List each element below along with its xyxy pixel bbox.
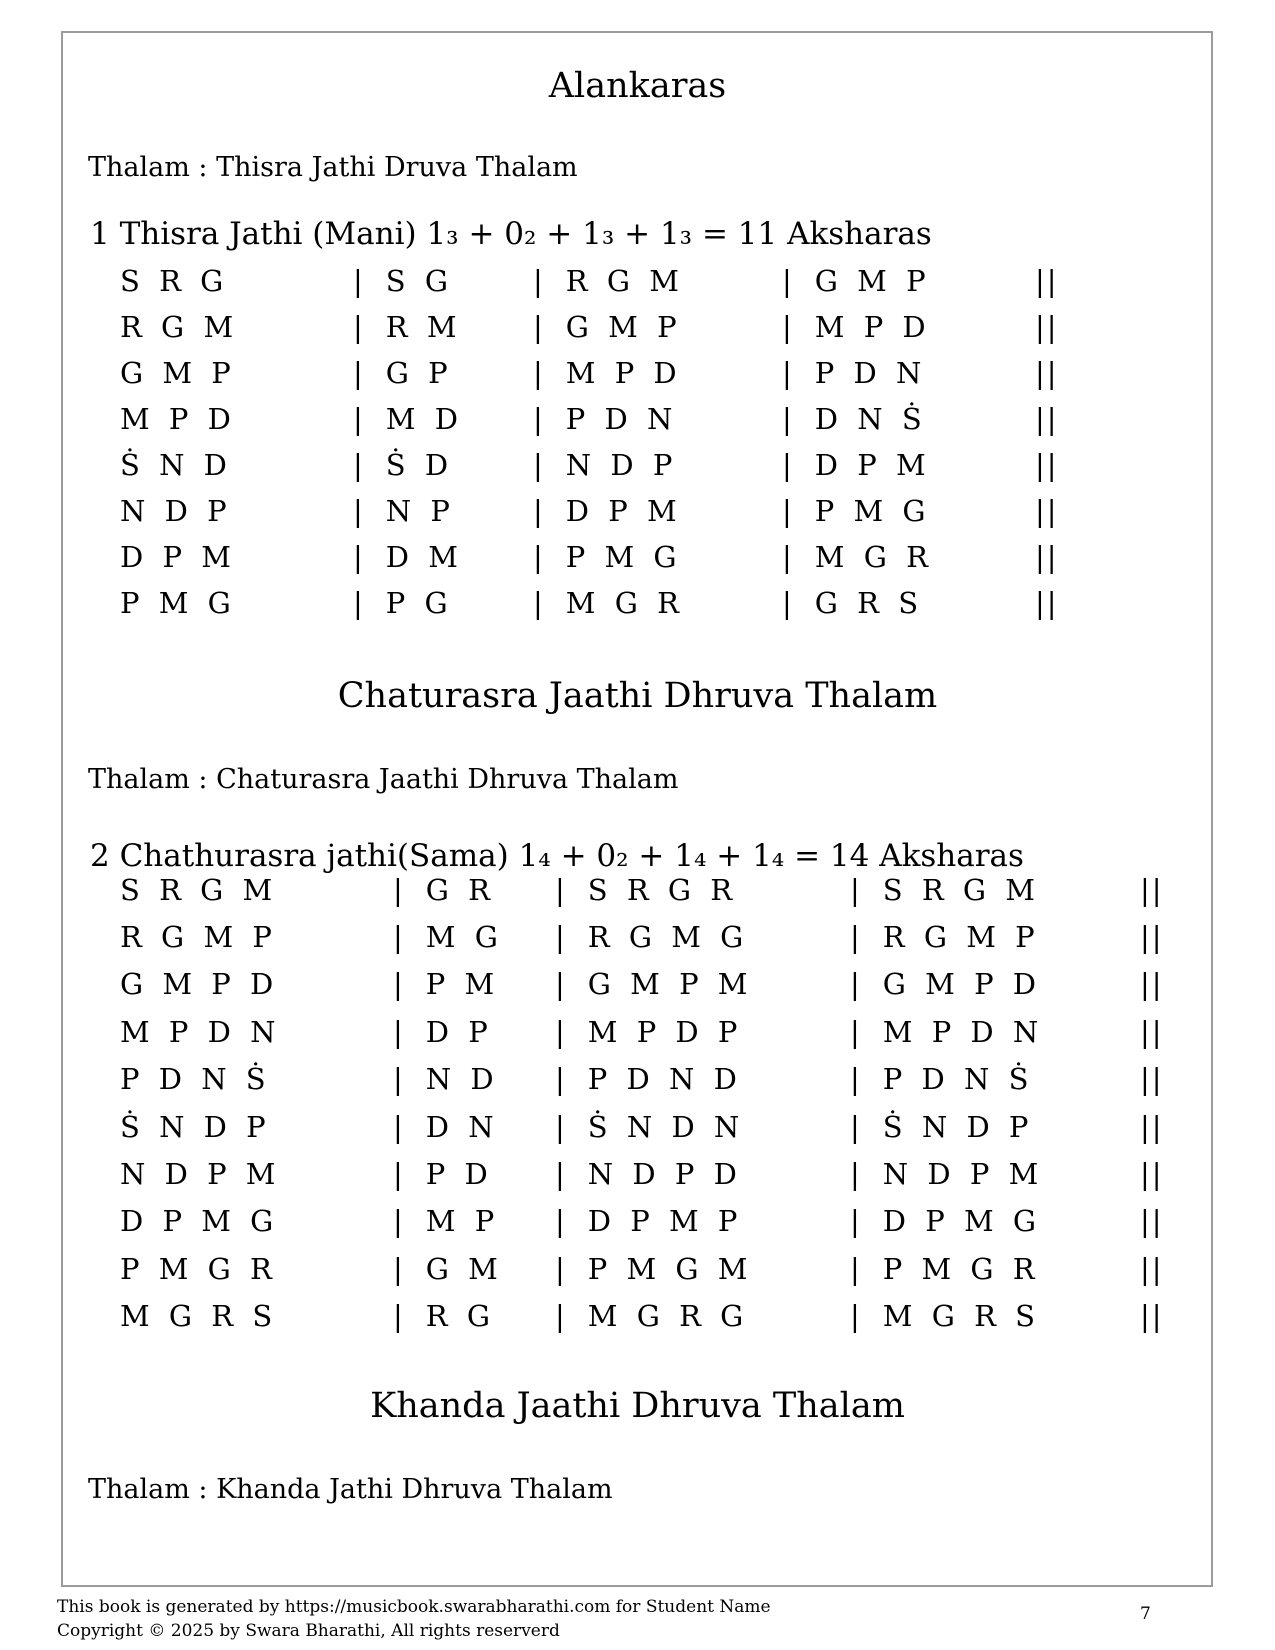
double-bar-separator: ||: [1035, 494, 1059, 528]
swara-segment: [533, 402, 782, 436]
bar-separator: |: [850, 1299, 860, 1334]
swara-segment: [782, 586, 1035, 620]
swara-cell: R G: [425, 1299, 496, 1334]
swara-cell: R G M G: [587, 920, 749, 955]
bar-separator: |: [555, 1204, 565, 1239]
swara-cell: R M: [385, 310, 462, 344]
swara-segment: [850, 967, 1140, 1001]
bar-separator: |: [393, 1299, 403, 1334]
swara-cell: R G M P: [120, 920, 277, 955]
swara-cell: P M G: [814, 494, 931, 528]
swara-segment: [120, 1062, 393, 1096]
swara-cell: G R: [425, 872, 496, 907]
swara-cell: P D N: [814, 356, 927, 390]
swara-cell: M P D: [120, 402, 236, 436]
double-bar-separator: ||: [1140, 1299, 1164, 1334]
swara-cell: G M P M: [587, 967, 753, 1002]
swara-cell: R G M: [565, 264, 684, 298]
swara-segment: [393, 967, 555, 1001]
swara-cell: M P D P: [587, 1014, 743, 1049]
swara-cell: Ṡ N D: [120, 448, 232, 482]
swara-row: [120, 1245, 1164, 1292]
swara-cell: D P: [425, 1014, 493, 1049]
bar-separator: |: [533, 402, 543, 436]
swara-segment: [555, 1062, 850, 1096]
swara-row: [120, 534, 1059, 580]
swara-cell: P M G: [565, 540, 682, 574]
swara-cell: G M P: [120, 356, 236, 390]
bar-separator: |: [533, 448, 543, 482]
double-bar-separator: ||: [1035, 264, 1059, 298]
swara-segment: [782, 356, 1035, 390]
swara-segment: [850, 1015, 1140, 1049]
bar-separator: |: [555, 872, 565, 907]
thalam-line-khanda: Thalam : Khanda Jathi Dhruva Thalam: [88, 1474, 613, 1505]
swara-cell: G M P: [565, 310, 682, 344]
swara-segment: [120, 1299, 393, 1333]
swara-segment: [533, 540, 782, 574]
swara-segment: [533, 494, 782, 528]
bar-separator: |: [353, 356, 363, 390]
swara-cell: Ṡ N D P: [882, 1109, 1034, 1144]
swara-cell: M G: [425, 920, 503, 955]
swara-cell: D N Ṡ: [814, 402, 927, 436]
swara-cell: N D: [425, 1062, 499, 1097]
swara-cell: P M G R: [882, 1251, 1040, 1286]
swara-segment: [393, 1015, 555, 1049]
bar-separator: |: [782, 586, 792, 620]
swara-cell: P D N Ṡ: [882, 1062, 1034, 1097]
swara-cell: P M: [425, 967, 500, 1002]
page-number: 7: [1140, 1604, 1151, 1624]
swara-segment: [782, 494, 1035, 528]
swara-cell: N D P D: [587, 1157, 742, 1192]
swara-segment: [555, 873, 850, 907]
swara-cell: M P D N: [120, 1014, 281, 1049]
swara-row: [120, 350, 1059, 396]
swara-segment: [555, 1157, 850, 1191]
bar-separator: |: [782, 494, 792, 528]
swara-cell: G M P D: [882, 967, 1042, 1002]
bar-separator: |: [393, 1062, 403, 1097]
swara-segment: [555, 1015, 850, 1049]
swara-segment: [850, 1062, 1140, 1096]
bar-separator: |: [393, 967, 403, 1002]
swara-cell: D P M G: [120, 1204, 279, 1239]
swara-cell: G R S: [814, 586, 924, 620]
thalam-line-thisra: Thalam : Thisra Jathi Druva Thalam: [88, 152, 578, 183]
exercise-header-chaturasra: 2 Chathurasra jathi(Sama) 1₄ + 0₂ + 1₄ + 1₄ = 14 Aksharas: [90, 838, 1024, 874]
double-bar-separator: ||: [1140, 872, 1164, 907]
swara-segment: [120, 1110, 393, 1144]
swara-cell: M G R S: [120, 1299, 278, 1334]
swara-segment: [850, 1157, 1140, 1191]
swara-cell: M D: [385, 402, 463, 436]
swara-segment: [555, 1204, 850, 1238]
bar-separator: |: [555, 1062, 565, 1097]
swara-cell: G M: [425, 1251, 503, 1286]
swara-segment: [120, 1157, 393, 1191]
bar-separator: |: [782, 264, 792, 298]
alankara-table-chaturasra: [120, 866, 1164, 1340]
double-bar-separator: ||: [1140, 967, 1164, 1002]
bar-separator: |: [533, 540, 543, 574]
swara-cell: M P: [425, 1204, 500, 1239]
bar-separator: |: [782, 356, 792, 390]
bar-separator: |: [850, 920, 860, 955]
double-bar-separator: ||: [1035, 402, 1059, 436]
swara-segment: [120, 402, 353, 436]
swara-row: [120, 1293, 1164, 1340]
swara-segment: [555, 920, 850, 954]
swara-segment: [782, 402, 1035, 436]
swara-cell: P M G R: [120, 1251, 277, 1286]
bar-separator: |: [850, 1251, 860, 1286]
swara-segment: [782, 310, 1035, 344]
swara-cell: M P D N: [882, 1014, 1044, 1049]
swara-cell: S R G: [120, 264, 229, 298]
bar-separator: |: [555, 1109, 565, 1144]
double-bar-separator: ||: [1140, 1204, 1164, 1239]
bar-separator: |: [393, 1204, 403, 1239]
double-bar-separator: ||: [1140, 1251, 1164, 1286]
bar-separator: |: [850, 1014, 860, 1049]
swara-segment: [782, 540, 1035, 574]
swara-segment: [120, 920, 393, 954]
double-bar-separator: ||: [1035, 356, 1059, 390]
swara-segment: [533, 310, 782, 344]
swara-cell: D P M: [814, 448, 931, 482]
swara-cell: N D P M: [120, 1157, 281, 1192]
bar-separator: |: [782, 402, 792, 436]
bar-separator: |: [850, 1157, 860, 1192]
swara-segment: [850, 873, 1140, 907]
bar-separator: |: [353, 448, 363, 482]
bar-separator: |: [393, 1109, 403, 1144]
swara-segment: [393, 1157, 555, 1191]
swara-cell: D P M: [120, 540, 236, 574]
swara-segment: [393, 1204, 555, 1238]
swara-cell: S R G R: [587, 872, 738, 907]
swara-segment: [120, 1252, 393, 1286]
swara-segment: [555, 1110, 850, 1144]
double-bar-separator: ||: [1140, 1062, 1164, 1097]
bar-separator: |: [555, 967, 565, 1002]
swara-segment: [353, 540, 533, 574]
swara-segment: [120, 494, 353, 528]
swara-segment: [850, 1252, 1140, 1286]
swara-row: [120, 304, 1059, 350]
swara-segment: [533, 356, 782, 390]
swara-cell: D N: [425, 1109, 499, 1144]
swara-segment: [353, 586, 533, 620]
double-bar-separator: ||: [1140, 1109, 1164, 1144]
swara-row: [120, 580, 1059, 626]
swara-cell: P D N D: [587, 1062, 742, 1097]
swara-segment: [850, 920, 1140, 954]
double-bar-separator: ||: [1035, 310, 1059, 344]
swara-segment: [393, 1299, 555, 1333]
swara-row: [120, 258, 1059, 304]
swara-cell: P M G M: [587, 1251, 753, 1286]
swara-segment: [850, 1299, 1140, 1333]
swara-segment: [393, 1110, 555, 1144]
swara-cell: D M: [385, 540, 463, 574]
swara-cell: P M G: [120, 586, 236, 620]
swara-segment: [120, 1015, 393, 1049]
swara-cell: D P M G: [882, 1204, 1042, 1239]
swara-row: [120, 1008, 1164, 1055]
swara-segment: [120, 586, 353, 620]
swara-cell: D P M P: [587, 1204, 743, 1239]
swara-segment: [120, 448, 353, 482]
double-bar-separator: ||: [1035, 586, 1059, 620]
bar-separator: |: [782, 310, 792, 344]
swara-segment: [555, 967, 850, 1001]
swara-cell: M P D: [814, 310, 931, 344]
swara-cell: P D: [425, 1157, 493, 1192]
swara-cell: R G M P: [882, 920, 1040, 955]
swara-row: [120, 961, 1164, 1008]
bar-separator: |: [850, 1062, 860, 1097]
bar-separator: |: [850, 967, 860, 1002]
bar-separator: |: [353, 494, 363, 528]
double-bar-separator: ||: [1140, 1014, 1164, 1049]
section-heading-khanda: Khanda Jaathi Dhruva Thalam: [370, 1386, 905, 1426]
swara-segment: [393, 920, 555, 954]
bar-separator: |: [555, 1251, 565, 1286]
swara-row: [120, 866, 1164, 913]
bar-separator: |: [533, 310, 543, 344]
swara-segment: [782, 448, 1035, 482]
swara-cell: N D P: [120, 494, 232, 528]
page-title: Alankaras: [548, 66, 727, 106]
swara-segment: [120, 1204, 393, 1238]
bar-separator: |: [782, 448, 792, 482]
swara-cell: P D N Ṡ: [120, 1062, 271, 1097]
double-bar-separator: ||: [1035, 540, 1059, 574]
swara-segment: [393, 1252, 555, 1286]
swara-segment: [120, 873, 393, 907]
swara-cell: M G R: [814, 540, 933, 574]
swara-segment: [555, 1252, 850, 1286]
bar-separator: |: [353, 310, 363, 344]
swara-cell: G P: [385, 356, 453, 390]
double-bar-separator: ||: [1140, 1157, 1164, 1192]
swara-segment: [120, 356, 353, 390]
swara-segment: [555, 1299, 850, 1333]
bar-separator: |: [393, 1157, 403, 1192]
bar-separator: |: [533, 356, 543, 390]
swara-cell: R G M: [120, 310, 239, 344]
swara-cell: Ṡ D: [385, 448, 454, 482]
swara-cell: M G R S: [882, 1299, 1040, 1334]
swara-segment: [353, 356, 533, 390]
swara-row: [120, 442, 1059, 488]
swara-segment: [120, 264, 353, 298]
double-bar-separator: ||: [1035, 448, 1059, 482]
swara-cell: S G: [385, 264, 454, 298]
bar-separator: |: [555, 1157, 565, 1192]
swara-segment: [353, 310, 533, 344]
bar-separator: |: [555, 1014, 565, 1049]
bar-separator: |: [555, 920, 565, 955]
swara-segment: [353, 402, 533, 436]
swara-row: [120, 396, 1059, 442]
swara-segment: [353, 448, 533, 482]
bar-separator: |: [393, 1251, 403, 1286]
swara-segment: [353, 494, 533, 528]
swara-cell: Ṡ N D P: [120, 1109, 271, 1144]
swara-row: [120, 488, 1059, 534]
footer-copyright: Copyright © 2025 by Swara Bharathi, All rights reserverd: [57, 1621, 560, 1641]
bar-separator: |: [353, 540, 363, 574]
swara-row: [120, 1150, 1164, 1197]
swara-cell: D P M: [565, 494, 682, 528]
footer-generated-by: This book is generated by https://musicbook.swarabharathi.com for Student Name: [57, 1597, 771, 1617]
double-bar-separator: ||: [1140, 920, 1164, 955]
bar-separator: |: [353, 264, 363, 298]
swara-segment: [393, 1062, 555, 1096]
bar-separator: |: [555, 1299, 565, 1334]
bar-separator: |: [533, 586, 543, 620]
swara-row: [120, 1198, 1164, 1245]
swara-cell: M G R G: [587, 1299, 749, 1334]
section-heading-chaturasra: Chaturasra Jaathi Dhruva Thalam: [337, 676, 938, 716]
swara-segment: [533, 586, 782, 620]
swara-cell: G M P D: [120, 967, 279, 1002]
bar-separator: |: [353, 402, 363, 436]
swara-cell: M G R: [565, 586, 684, 620]
bar-separator: |: [393, 1014, 403, 1049]
swara-cell: P D N: [565, 402, 678, 436]
swara-segment: [533, 448, 782, 482]
swara-row: [120, 1056, 1164, 1103]
swara-cell: N P: [385, 494, 455, 528]
swara-segment: [850, 1110, 1140, 1144]
swara-segment: [120, 540, 353, 574]
swara-cell: S R G M: [882, 872, 1040, 907]
bar-separator: |: [533, 264, 543, 298]
bar-separator: |: [850, 872, 860, 907]
bar-separator: |: [393, 872, 403, 907]
bar-separator: |: [393, 920, 403, 955]
swara-segment: [850, 1204, 1140, 1238]
bar-separator: |: [850, 1204, 860, 1239]
swara-cell: N D P: [565, 448, 678, 482]
swara-segment: [393, 873, 555, 907]
bar-separator: |: [353, 586, 363, 620]
swara-segment: [120, 310, 353, 344]
swara-row: [120, 1103, 1164, 1150]
alankara-table-thisra: [120, 258, 1059, 626]
swara-cell: Ṡ N D N: [587, 1109, 745, 1144]
bar-separator: |: [782, 540, 792, 574]
thalam-line-chaturasra: Thalam : Chaturasra Jaathi Dhruva Thalam: [88, 764, 679, 795]
swara-segment: [533, 264, 782, 298]
swara-cell: S R G M: [120, 872, 278, 907]
swara-cell: M P D: [565, 356, 682, 390]
swara-segment: [353, 264, 533, 298]
swara-cell: P G: [385, 586, 453, 620]
swara-segment: [120, 967, 393, 1001]
bar-separator: |: [533, 494, 543, 528]
swara-segment: [782, 264, 1035, 298]
swara-cell: G M P: [814, 264, 931, 298]
swara-cell: N D P M: [882, 1157, 1044, 1192]
bar-separator: |: [850, 1109, 860, 1144]
exercise-header-thisra: 1 Thisra Jathi (Mani) 1₃ + 0₂ + 1₃ + 1₃ = 11 Aksharas: [90, 216, 932, 252]
swara-row: [120, 913, 1164, 960]
